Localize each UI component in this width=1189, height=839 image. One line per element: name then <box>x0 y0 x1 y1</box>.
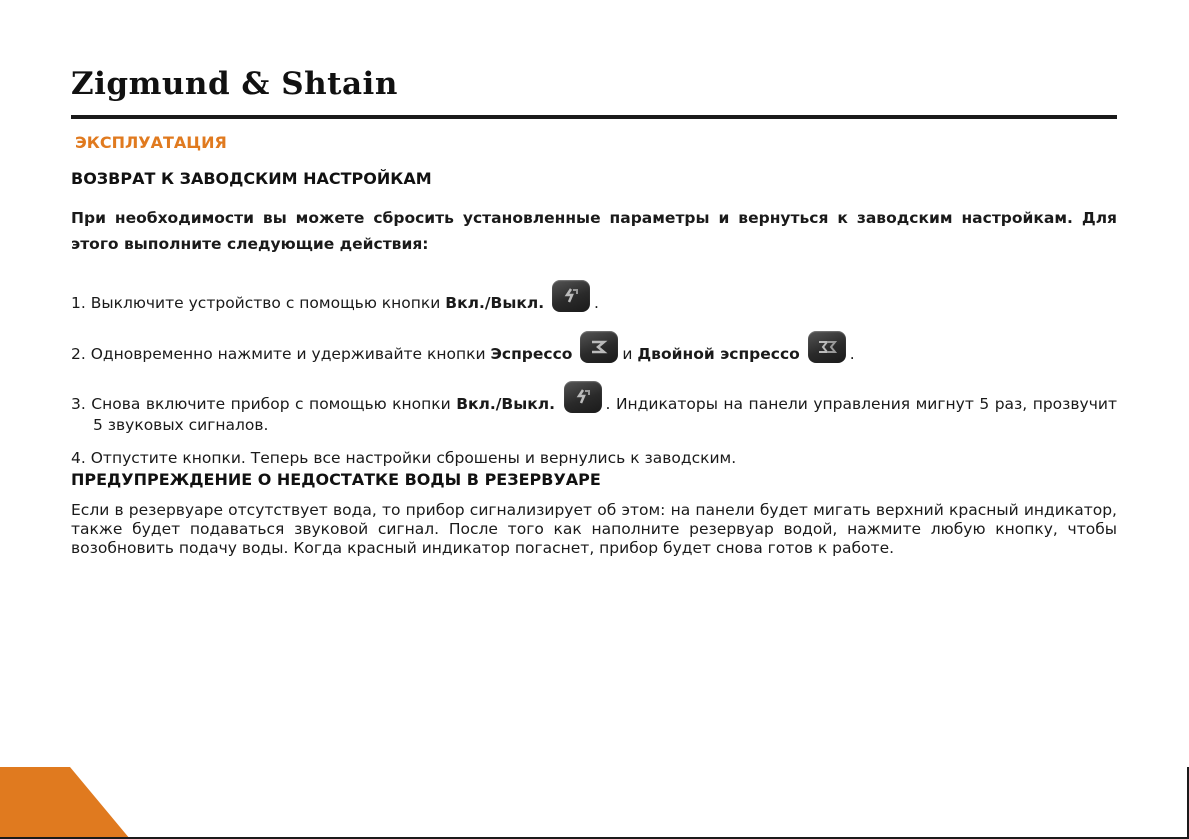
step-1-text: 1. Выключите устройство с помощью кнопки <box>71 293 446 312</box>
step-3 <box>71 381 1117 436</box>
double-espresso-button-icon <box>808 331 846 363</box>
reset-heading: ВОЗВРАТ К ЗАВОДСКИМ НАСТРОЙКАМ <box>71 169 432 188</box>
power-button-icon <box>564 381 602 413</box>
power-button-icon <box>552 280 590 312</box>
section-tag: ЭКСПЛУАТАЦИЯ <box>75 133 227 152</box>
header-rule <box>71 115 1117 119</box>
orange-corner-decoration <box>0 767 130 839</box>
reset-intro: При необходимости вы можете сбросить установленные параметры и вернуться к заводским настройкам. Для этого выполните следующие действия: <box>71 208 1117 253</box>
step-2 <box>71 331 1117 365</box>
step-1 <box>71 280 1117 314</box>
step-1-end: . <box>594 293 599 312</box>
step-2-text: 2. Одновременно нажмите и удерживайте кнопки <box>71 344 491 363</box>
step-2-and: и <box>622 344 633 363</box>
step-3-end: . Индикаторы на панели управления мигнут 5 раз, прозвучит 5 звуковых сигналов. <box>93 395 1117 435</box>
step-4: 4. Отпустите кнопки. Теперь все настройки сброшены и вернулись к заводским. <box>71 449 737 468</box>
step-2-end: . <box>849 344 855 363</box>
step-2-button2-label: Двойной эспрессо <box>637 344 800 363</box>
page-content <box>71 168 1117 558</box>
water-warning-text: Если в резервуаре отсутствует вода, то прибор сигнализирует об этом: на панели будет мигать верхний красный индикатор, также будет подаваться звуковой сигнал. После того как наполните резервуар водой, нажмите любую кнопку, чтобы возобновить подачу воды. Когда красный индикатор погаснет, прибор будет снова готов к работе. <box>71 500 1117 557</box>
step-2-button1-label: Эспрессо <box>490 344 573 363</box>
step-1-button-label: Вкл./Выкл. <box>445 293 545 312</box>
brand-logo: Zigmund & Shtain <box>71 66 398 102</box>
espresso-button-icon <box>580 331 618 363</box>
step-3-text: 3. Снова включите прибор с помощью кнопки <box>71 395 457 414</box>
step-3-button-label: Вкл./Выкл. <box>456 395 556 414</box>
water-warning-heading: ПРЕДУПРЕЖДЕНИЕ О НЕДОСТАТКЕ ВОДЫ В РЕЗЕРВУАРЕ <box>71 470 601 490</box>
